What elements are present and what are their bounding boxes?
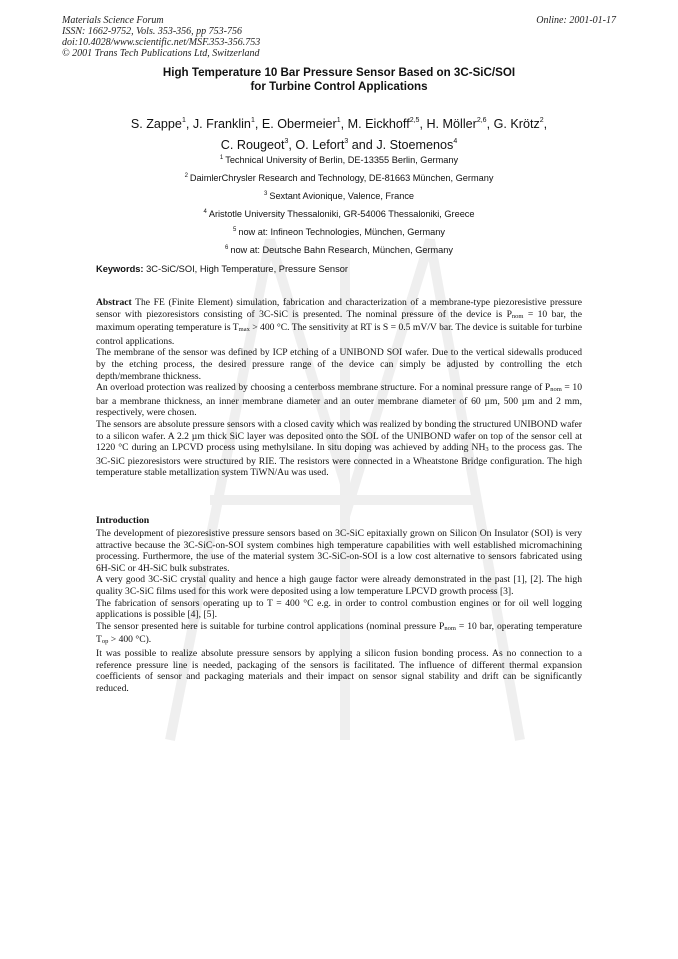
author-affil-sup: 4	[453, 138, 458, 145]
journal-info	[62, 15, 260, 59]
subscript: nom	[444, 624, 456, 632]
author-affil-sup: 3	[284, 138, 289, 145]
subscript: 3	[485, 446, 489, 454]
affiliation-4	[96, 204, 582, 222]
subscript: nom	[550, 386, 562, 394]
journal-name: Materials Science Forum	[62, 15, 164, 26]
affil-text: now at: Deutsche Bahn Research, München, Germany	[230, 245, 453, 255]
keywords-text: 3C-SiC/SOI, High Temperature, Pressure Sensor	[146, 264, 348, 274]
affil-text: Technical University of Berlin, DE-13355 Berlin, Germany	[225, 155, 459, 165]
author-name: O. Lefort	[295, 138, 345, 152]
journal-doi: doi:10.4028/www.scientific.net/MSF.353-356.753	[62, 37, 261, 48]
affiliation-3	[96, 186, 582, 204]
subscript: nom	[511, 312, 524, 320]
abstract	[96, 297, 582, 479]
subscript: op	[101, 638, 109, 646]
journal-issn: ISSN: 1662-9752, Vols. 353-356, pp 753-756	[62, 26, 242, 37]
affil-sup: 1	[219, 155, 224, 161]
author-affil-sup: 3	[344, 138, 349, 145]
text-run: = 10 bar a membrane thickness, an inner membrane diameter and an outer membrane diameter of 60 µm, 500 µm and 2 mm, respectively, were chosen.	[96, 382, 582, 419]
abstract-paragraph-1	[96, 297, 582, 347]
affil-sup: 4	[203, 209, 207, 215]
text-run: The sensor presented here is suitable for turbine control applications (nominal pressure P	[96, 620, 445, 632]
affiliation-1	[96, 150, 582, 168]
abstract-paragraph-4	[96, 419, 582, 479]
text-run: The sensors are absolute pressure sensors with a closed cavity which was realized by bonding the structured UNIBOND wafer to a silicon wafer. A 2.2 µm thick SiC layer was deposited onto the SOL of the UNIBOND wafer on top of the sensor cell at 1220 °C during an LPCVD process using methylsilane. In situ doping was achieved by adding NH	[96, 418, 582, 454]
text-run: > 400 °C).	[108, 634, 152, 646]
text-run: = 10 bar, the maximum operating temperature is T	[96, 308, 582, 334]
intro-paragraph-1: The development of piezoresistive pressure sensors based on 3C-SiC epitaxially grown on Silicon On Insulator (SOI) is very attractive because the 3C-SiC-on-SOI system combines high temperature capabilities with well established micromachining processing. Furthermore, the use of the material system 3C-SiC-on-SOI is a low cost alternative to sensors fabricated using 6H-SiC or 4H-SiC bulk substrates.	[96, 528, 582, 574]
author-line-2: C. Rougeot$^3$, O. Lefort$^3$ and J. Stoemenos$^4$	[220, 138, 458, 152]
online-date: Online: 2001-01-17	[536, 15, 616, 26]
author-affil-sup: 1	[250, 117, 255, 124]
affil-text: Sextant Avionique, Valence, France	[269, 191, 415, 201]
affil-sup: 6	[224, 245, 229, 251]
intro-paragraph-2: A very good 3C-SiC crystal quality and hence a high gauge factor were already demonstrated in the past [1], [2]. The high quality 3C-SiC films used for this work were deposited using a low temperature LPCVD growth process [3].	[96, 574, 582, 597]
affil-sup: 5	[232, 227, 237, 233]
intro-paragraph-3: The fabrication of sensors operating up to T = 400 °C e.g. in order to control combustion engines or for oil well logging applications is possible [4], [5].	[96, 597, 582, 621]
intro-paragraph-4	[96, 621, 582, 648]
author-name: C. Rougeot	[220, 138, 285, 152]
abstract-paragraph-2: The membrane of the sensor was defined by ICP etching of a UNIBOND SOI wafer. Due to the vertical sidewalls produced by the etching process, the desired pressure range of the device can simply be adjusted by controlling the etch depth/membrane thickness.	[96, 347, 582, 382]
affil-text: DaimlerChrysler Research and Technology, DE-81663 München, Germany	[189, 173, 494, 183]
author-name: E. Obermeier	[261, 117, 337, 131]
text-run: The FE (Finite Element) simulation, fabrication and characterization of a membrane-type piezoresistive pressure sensor with piezoresistors consisting of 3C-SiC is presented. The nominal pressure of the device is P	[96, 297, 582, 320]
intro-paragraph-5: It was possible to realize absolute pressure sensors by applying a silicon fusion bonding process. As no connection to a reference pressure line is needed, packaging of the sensors is facilitated. The influence of different thermal expansion coefficients of sensor and packaging materials and their impact on sensor signal stability and drift can be significantly reduced.	[96, 647, 582, 694]
author-affil-sup: 2,6	[476, 117, 487, 124]
author-name: J. Franklin	[192, 117, 251, 131]
affil-text: now at: Infineon Technologies, München, Germany	[238, 227, 446, 237]
author-affil-sup: 1	[336, 117, 341, 124]
introduction-heading: Introduction	[96, 515, 150, 526]
author-affil-sup: 1	[181, 117, 186, 124]
text-run: = 10 bar, operating temperature T	[96, 620, 582, 646]
author-name: H. Möller	[426, 117, 477, 131]
author-name: G. Krötz	[493, 117, 540, 131]
affil-sup: 3	[263, 191, 268, 197]
affiliation-5	[96, 222, 582, 240]
affiliation-2	[96, 168, 582, 186]
author-name: S. Zappe	[130, 117, 182, 131]
text-run: to the process gas. The 3C-SiC piezoresistors were structured by RIE. The resistors were connected in a Wheatstone Bridge configuration. The high temperature stable metallization system TiWN/Au was used.	[96, 442, 582, 479]
affil-text: Aristotle University Thessaloniki, GR-54006 Thessaloniki, Greece	[208, 209, 475, 219]
affiliation-list	[96, 150, 582, 258]
author-affil-sup: 2,5	[409, 117, 420, 124]
author-name: J. Stoemenos	[376, 138, 454, 152]
text-run: An overload protection was realized by choosing a centerboss membrane structure. For a nominal pressure range of P	[96, 382, 551, 394]
introduction-body	[96, 528, 582, 694]
affil-sup: 2	[184, 173, 188, 179]
keywords	[96, 264, 348, 274]
affiliation-6	[96, 240, 582, 258]
paper-title	[90, 66, 588, 94]
abstract-paragraph-3	[96, 382, 582, 419]
keywords-label: Keywords:	[96, 264, 144, 274]
author-line-1: S. Zappe$^1$, J. Franklin$^1$, E. Obermeier$^1$, M. Eickhoff$^{2,5}$, H. Möller$^{2,6}$, G. Krötz$^2$,	[130, 117, 548, 131]
author-affil-sup: 2	[539, 117, 544, 124]
text-run: > 400 °C. The sensitivity at RT is S = 0.5 mV/V bar. The device is suitable for turbine control applications.	[96, 322, 582, 347]
journal-copyright: © 2001 Trans Tech Publications Ltd, Switzerland	[62, 48, 260, 59]
title-line-2: for Turbine Control Applications	[250, 80, 428, 93]
title-line-1: High Temperature 10 Bar Pressure Sensor Based on 3C-SiC/SOI	[162, 66, 516, 79]
author-name: M. Eickhoff	[347, 117, 410, 131]
abstract-label: Abstract	[96, 297, 132, 308]
subscript: max	[238, 326, 250, 334]
author-list	[70, 112, 608, 154]
